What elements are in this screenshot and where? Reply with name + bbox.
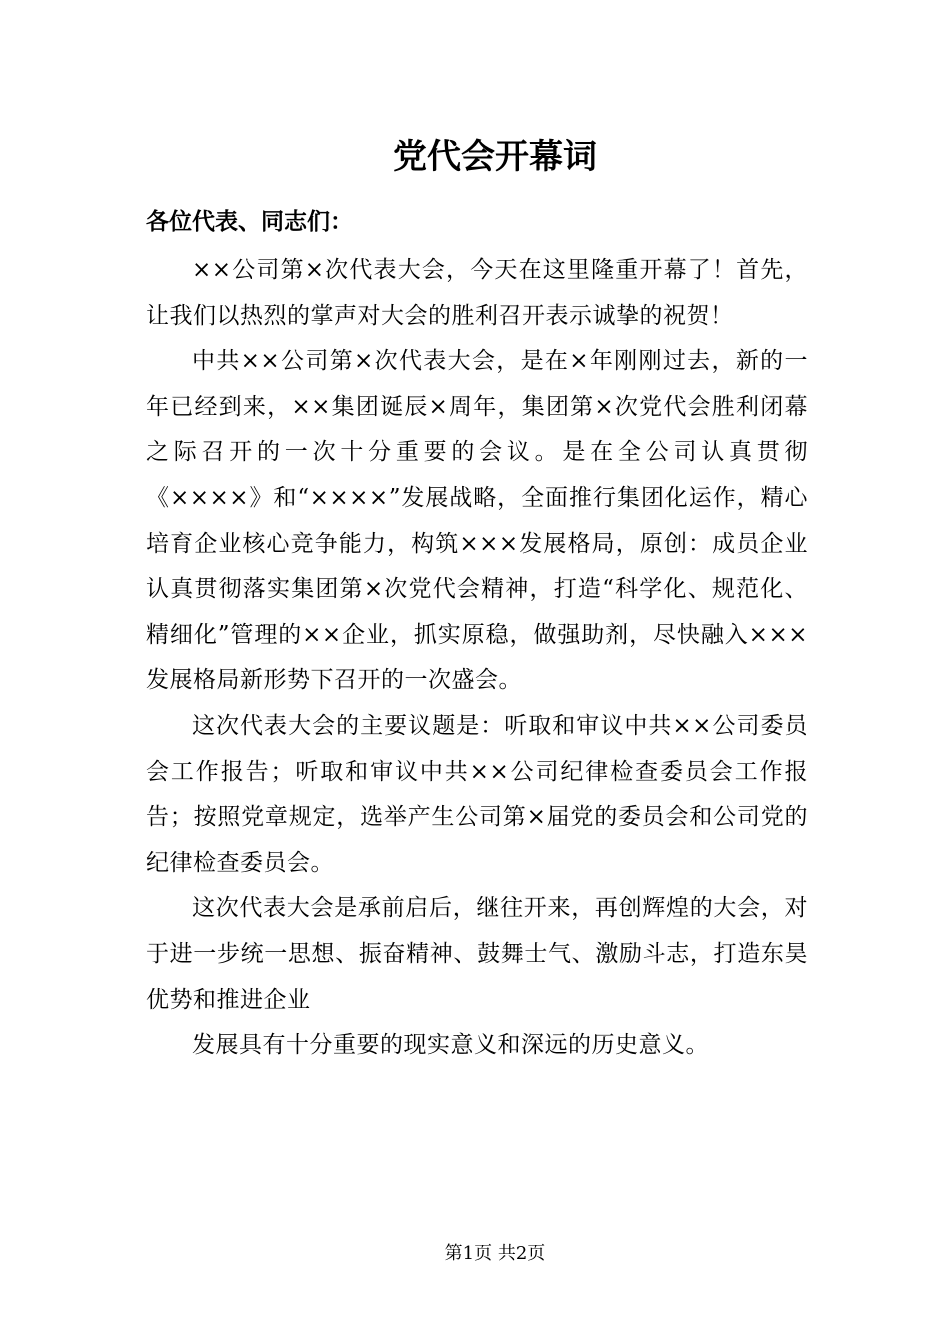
paragraph-significance-continued: 发展具有十分重要的现实意义和深远的历史意义。 [192, 1032, 709, 1059]
paragraph-significance: 这次代表大会是承前启后，继往开来，再创辉煌的大会，对于进一步统一思想、振奋精神、鼓舞士气、激励斗志，打造东昊优势和推进企业 [146, 895, 808, 1013]
document-body [146, 248, 808, 1069]
document-title: 党代会开幕词 [393, 137, 597, 177]
salutation: 各位代表、同志们： [146, 209, 353, 235]
page-number-footer: 第1页 共2页 [444, 1243, 546, 1264]
paragraph-agenda: 这次代表大会的主要议题是：听取和审议中共××公司委员会工作报告；听取和审议中共××公司纪律检查委员会工作报告；按照党章规定，选举产生公司第×届党的委员会和公司党的纪律检查委员会。 [146, 712, 808, 876]
paragraph-opening: ××公司第×次代表大会，今天在这里隆重开幕了！首先，让我们以热烈的掌声对大会的胜利召开表示诚挚的祝贺！ [146, 257, 808, 329]
paragraph-background: 中共××公司第×次代表大会，是在×年刚刚过去，新的一年已经到来，××集团诞辰×周年，集团第×次党代会胜利闭幕之际召开的一次十分重要的会议。是在全公司认真贯彻《××××》和“××××”发展战略，全面推行集团化运作，精心培育企业核心竞争能力，构筑×××发展格局，原创：成员企业认真贯彻落实集团第×次党代会精神，打造“科学化、规范化、精细化”管理的××企业，抓实原稳，做强助剂，尽快融入×××发展格局新形势下召开的一次盛会。 [146, 348, 808, 694]
